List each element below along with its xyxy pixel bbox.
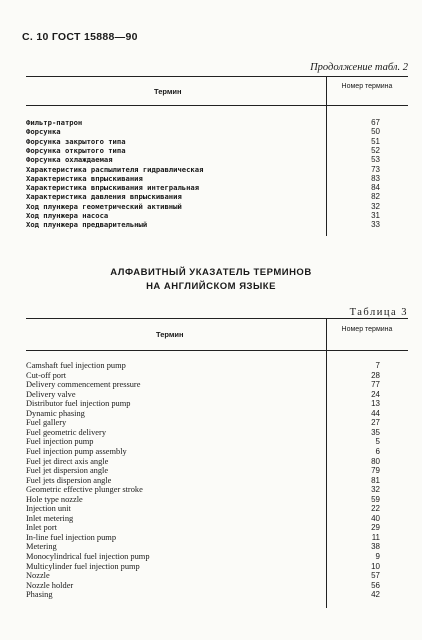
term-number-cell: 81 <box>371 475 380 485</box>
term-cell: Fuel geometric delivery <box>26 427 107 437</box>
term-cell: Форсунка закрытого типа <box>26 136 126 146</box>
term-number-cell: 79 <box>371 466 380 476</box>
table-row <box>26 495 408 505</box>
table-row <box>26 476 408 486</box>
table-row <box>26 523 408 533</box>
table-header-rule <box>26 105 408 106</box>
table-row <box>26 409 408 419</box>
table-3-label: Таблица 3 <box>349 307 408 318</box>
term-number-cell: 44 <box>371 408 380 418</box>
table-row <box>26 581 408 591</box>
term-number-cell: 38 <box>371 542 380 552</box>
term-cell: Характеристика распылителя гидравлическая <box>26 164 204 174</box>
term-cell: Характеристика впрыскивания интегральная <box>26 183 200 193</box>
table-row <box>26 437 408 447</box>
term-number-cell: 29 <box>371 523 380 533</box>
term-number-cell: 33 <box>371 220 380 230</box>
table-row <box>26 447 408 457</box>
term-cell: Multicylinder fuel injection pump <box>26 561 140 571</box>
table-row <box>26 457 408 467</box>
term-number-cell: 27 <box>371 418 380 428</box>
table-row <box>26 183 408 193</box>
table-row <box>26 174 408 184</box>
term-cell: Delivery valve <box>26 389 76 399</box>
table-row <box>26 127 408 137</box>
term-cell: Delivery commencement pressure <box>26 380 141 390</box>
term-cell: Inlet port <box>26 523 57 533</box>
term-cell: Ход плунжера насоса <box>26 211 109 220</box>
table-row <box>26 220 408 230</box>
term-cell: Metering <box>26 542 57 552</box>
term-cell: Cut-off port <box>26 370 67 380</box>
column-header-term: Термин <box>154 87 182 96</box>
term-number-cell: 83 <box>371 173 380 183</box>
table-row <box>26 485 408 495</box>
table-row <box>26 399 408 409</box>
term-number-cell: 28 <box>371 370 380 380</box>
term-number-cell: 52 <box>371 145 380 155</box>
term-cell: Ход плунжера геометрический активный <box>26 201 182 211</box>
term-cell: Monocylindrical fuel injection pump <box>26 552 150 561</box>
term-cell: Фильтр-патрон <box>26 118 83 127</box>
term-cell: Inlet metering <box>26 513 74 523</box>
term-number-cell: 5 <box>375 437 380 447</box>
term-cell: Fuel jet dispersion angle <box>26 466 109 476</box>
term-number-cell: 24 <box>371 389 380 399</box>
term-number-cell: 35 <box>371 427 380 437</box>
table-row <box>26 428 408 438</box>
term-cell: Ход плунжера предварительный <box>26 220 148 230</box>
table-2 <box>26 76 408 236</box>
table-row <box>26 371 408 381</box>
term-cell: Hole type nozzle <box>26 494 83 504</box>
table-row <box>26 361 408 371</box>
index-title-line-1: АЛФАВИТНЫЙ УКАЗАТЕЛЬ ТЕРМИНОВ <box>110 267 312 278</box>
column-header-number: Номер термина <box>341 83 393 90</box>
term-cell: In-line fuel injection pump <box>26 532 117 542</box>
table-row <box>26 155 408 165</box>
term-number-cell: 53 <box>371 155 380 165</box>
table-row <box>26 146 408 156</box>
term-cell: Форсунка открытого типа <box>26 145 126 155</box>
term-cell: Характеристика давления впрыскивания <box>26 192 182 202</box>
table-row <box>26 542 408 552</box>
term-number-cell: 32 <box>371 485 380 495</box>
term-number-cell: 40 <box>371 513 380 523</box>
term-number-cell: 59 <box>371 494 380 504</box>
table-row <box>26 202 408 212</box>
table-row <box>26 418 408 428</box>
column-header-term: Термин <box>156 330 184 339</box>
table-continuation-label: Продолжение табл. 2 <box>310 62 408 73</box>
term-number-cell: 80 <box>371 456 380 466</box>
term-number-cell: 6 <box>375 446 380 456</box>
term-cell: Geometric effective plunger stroke <box>26 485 143 495</box>
term-number-cell: 51 <box>371 136 380 146</box>
term-number-cell: 31 <box>371 211 380 220</box>
table-row <box>26 466 408 476</box>
term-number-cell: 67 <box>371 118 380 127</box>
term-number-cell: 57 <box>371 571 380 581</box>
term-cell: Injection unit <box>26 504 71 514</box>
term-number-cell: 56 <box>371 580 380 590</box>
table-top-rule <box>26 76 408 77</box>
term-number-cell: 77 <box>371 380 380 390</box>
table-row <box>26 552 408 562</box>
table-row <box>26 571 408 581</box>
term-cell: Fuel injection pump assembly <box>26 446 127 456</box>
page-header: С. 10 ГОСТ 15888—90 <box>22 31 138 43</box>
term-number-cell: 10 <box>371 561 380 571</box>
term-cell: Dynamic phasing <box>26 408 85 418</box>
table-row <box>26 562 408 572</box>
table-row <box>26 118 408 128</box>
table-row <box>26 137 408 147</box>
table-row <box>26 590 408 600</box>
term-number-cell: 32 <box>371 201 380 211</box>
index-title-line-2: НА АНГЛИЙСКОМ ЯЗЫКЕ <box>146 281 276 292</box>
term-cell: Характеристика впрыскивания <box>26 173 143 183</box>
table-row <box>26 380 408 390</box>
term-cell: Distributor fuel injection pump <box>26 399 131 409</box>
term-cell: Fuel injection pump <box>26 437 94 447</box>
column-header-number: Номер термина <box>341 326 393 333</box>
term-number-cell: 11 <box>371 532 380 542</box>
term-cell: Форсунка охлаждаемая <box>26 155 113 165</box>
table-row <box>26 165 408 175</box>
term-cell: Nozzle holder <box>26 580 74 590</box>
term-number-cell: 84 <box>371 183 380 193</box>
table-row <box>26 514 408 524</box>
term-number-cell: 82 <box>371 192 380 202</box>
term-cell: Fuel gallery <box>26 418 67 428</box>
term-cell: Camshaft fuel injection pump <box>26 361 126 370</box>
term-cell: Nozzle <box>26 571 50 581</box>
term-cell: Форсунка <box>26 127 61 137</box>
term-number-cell: 50 <box>371 127 380 137</box>
term-number-cell: 9 <box>375 552 380 561</box>
term-number-cell: 7 <box>375 361 380 370</box>
table-3 <box>26 318 408 608</box>
table-row <box>26 390 408 400</box>
table-row <box>26 192 408 202</box>
index-title <box>0 266 422 294</box>
term-number-cell: 13 <box>371 399 380 409</box>
term-number-cell: 42 <box>371 590 380 600</box>
table-top-rule <box>26 318 408 319</box>
table-header-rule <box>26 350 408 351</box>
term-number-cell: 73 <box>371 164 380 174</box>
table-row <box>26 211 408 221</box>
term-cell: Phasing <box>26 590 53 600</box>
term-cell: Fuel jets dispersion angle <box>26 475 112 485</box>
table-row <box>26 504 408 514</box>
term-cell: Fuel jet direct axis angle <box>26 456 109 466</box>
table-row <box>26 533 408 543</box>
term-number-cell: 22 <box>371 504 380 514</box>
